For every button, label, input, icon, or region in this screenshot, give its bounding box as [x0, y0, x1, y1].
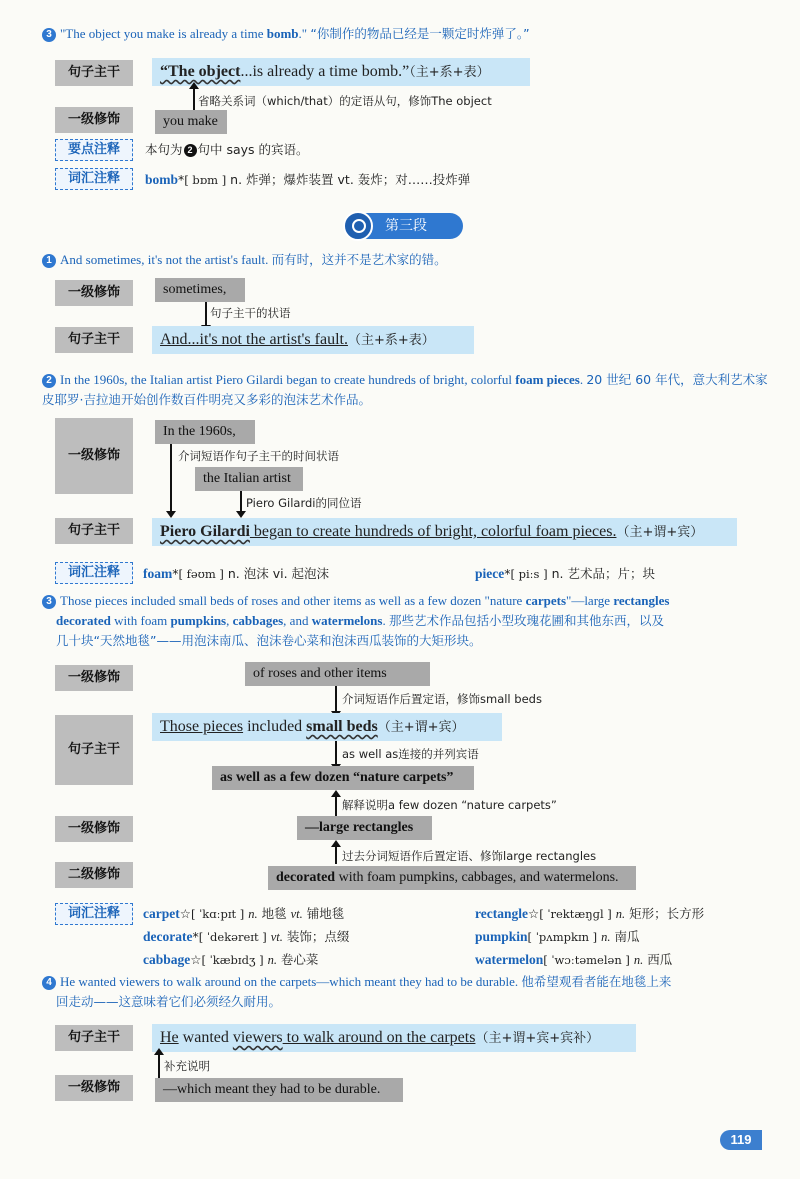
- label-vocab: 词汇注释: [55, 562, 133, 584]
- modifier-phrase: the Italian artist: [195, 467, 303, 491]
- sentence-p1: 1 And sometimes, it's not the artist's fault. 而有时，这并不是艺术家的错。: [42, 250, 447, 270]
- main-clause: He wanted viewers to walk around on the carpets（主+谓+宾+宾补）: [152, 1024, 636, 1052]
- main-clause: Piero Gilardi began to create hundreds of bright, colorful foam pieces.（主+谓+宾）: [152, 518, 737, 546]
- label-main: 句子主干: [55, 327, 133, 353]
- vocab-item: watermelon[ ˈwɔːtəmelən ] n. 西瓜: [475, 952, 673, 967]
- label-modifier: 一级修饰: [55, 107, 133, 133]
- sentence-p2: 2 In the 1960s, the Italian artist Piero Gilardi began to create hundreds of bright, colorful foam pieces. 20 世纪 60 年代，意大利艺术家皮耶罗·吉拉迪开始创作数百件明亮又多彩的泡沫艺术作品。: [42, 372, 768, 407]
- label-modifier: 一级修饰: [55, 280, 133, 306]
- vocab-item: cabbage☆[ ˈkæbɪdʒ ] n. 卷心菜: [143, 952, 319, 967]
- main-clause: “The object...is already a time bomb.”（主+系+表）: [152, 58, 530, 86]
- annotation: Piero Gilardi的同位语: [246, 496, 362, 510]
- label-main: 句子主干: [55, 715, 133, 785]
- annotation: 省略关系词（which/that）的定语从句，修饰The object: [198, 94, 492, 108]
- annotation: 补充说明: [164, 1059, 210, 1073]
- modifier-clause: sometimes,: [155, 278, 245, 302]
- arrow: [158, 1054, 160, 1078]
- vocab-item: foam*[ fəʊm ] n. 泡沫 vi. 起泡沫: [143, 566, 330, 581]
- modifier-clause: —which meant they had to be durable.: [155, 1078, 403, 1102]
- main-clause: Those pieces included small beds（主+谓+宾）: [152, 713, 502, 741]
- vocab-item: bomb*[ bɒm ] n. 炸弹；爆炸装置 vt. 轰炸；对……投炸弹: [145, 172, 471, 187]
- modifier-phrase: In the 1960s,: [155, 420, 255, 444]
- section-title-badge: [345, 213, 463, 239]
- annotation: 解释说明a few dozen “nature carpets”: [342, 798, 557, 812]
- key-note-text: 本句为 2 句中 says 的宾语。: [145, 142, 309, 157]
- search-icon: [343, 211, 373, 241]
- modifier-phrase: of roses and other items: [245, 662, 430, 686]
- vocab-item: decorate*[ ˈdekəreɪt ] vt. 装饰；点缀: [143, 929, 350, 944]
- label-modifier: 一级修饰: [55, 418, 133, 494]
- arrow: [170, 444, 172, 512]
- annotation: 介词短语作句子主干的时间状语: [178, 449, 339, 463]
- arrow: [335, 686, 337, 712]
- arrow: [335, 741, 337, 765]
- sentence-p3: 3 Those pieces included small beds of roses and other items as well as a few dozen "nature carpets"—large rectangles decorated with foam pumpkins, cabbages, and watermelons. 那些艺术作品包括小型玫瑰花圃和其他东西，以及 几十块“天然地毯”——用泡沫南瓜、泡沫卷心菜和泡沫西瓜装饰的大矩形块。: [42, 591, 772, 651]
- modifier-phrase: decorated with foam pumpkins, cabbages, and watermelons.: [268, 866, 636, 890]
- label-vocab: 词汇注释: [55, 168, 133, 190]
- vocab-item: carpet☆[ ˈkɑːpɪt ] n. 地毯 vt. 铺地毯: [143, 906, 345, 921]
- annotation: 过去分词短语作后置定语、修饰large rectangles: [342, 849, 597, 863]
- annotation: as well as连接的并列宾语: [342, 747, 479, 761]
- sentence-3: 3 "The object you make is already a time bomb." “你制作的物品已经是一颗定时炸弹了。”: [42, 24, 530, 44]
- vocab-item: rectangle☆[ ˈrektæŋɡl ] n. 矩形；长方形: [475, 906, 705, 921]
- arrow: [205, 302, 207, 326]
- sentence-number: 3: [42, 28, 56, 42]
- annotation: 句子主干的状语: [210, 306, 291, 320]
- parallel-object: as well as a few dozen “nature carpets”: [212, 766, 474, 790]
- main-clause: And...it's not the artist's fault.（主+系+表）: [152, 326, 474, 354]
- label-modifier: 一级修饰: [55, 665, 133, 691]
- label-modifier-2: 二级修饰: [55, 862, 133, 888]
- arrow: [335, 796, 337, 816]
- vocab-item: piece*[ piːs ] n. 艺术品；片；块: [475, 566, 655, 581]
- section-title: 第三段: [385, 218, 427, 234]
- annotation: 介词短语作后置定语，修饰small beds: [342, 692, 542, 706]
- arrow: [240, 491, 242, 512]
- modifier-clause: you make: [155, 110, 227, 134]
- label-vocab: 词汇注释: [55, 903, 133, 925]
- arrow: [193, 88, 195, 112]
- label-modifier: 一级修饰: [55, 816, 133, 842]
- vocab-item: pumpkin[ ˈpʌmpkɪn ] n. 南瓜: [475, 929, 640, 944]
- label-modifier: 一级修饰: [55, 1075, 133, 1101]
- page-number: 119: [720, 1130, 762, 1150]
- modifier-phrase: —large rectangles: [297, 816, 432, 840]
- arrow: [335, 846, 337, 864]
- label-key-note: 要点注释: [55, 139, 133, 161]
- label-main: 句子主干: [55, 1025, 133, 1051]
- sentence-p4: 4 He wanted viewers to walk around on the carpets—which meant they had to be durable. 他希望观看者能在地毯上来 回走动——这意味着它们必须经久耐用。: [42, 972, 772, 1012]
- label-main: 句子主干: [55, 60, 133, 86]
- label-main: 句子主干: [55, 518, 133, 544]
